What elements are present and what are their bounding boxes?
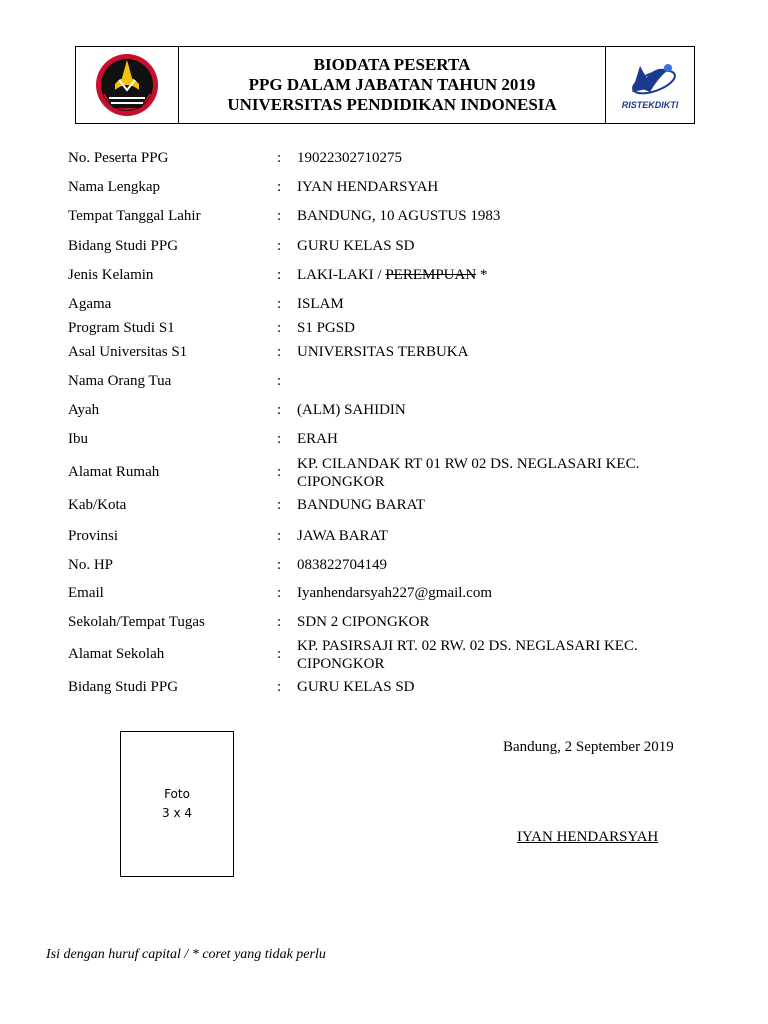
field-value: UNIVERSITAS TERBUKA <box>297 344 469 360</box>
field-label: Nama Lengkap <box>68 179 161 195</box>
field-colon: : <box>277 296 282 312</box>
field-label: Alamat Sekolah <box>68 646 165 662</box>
gender-option-female-struck: PEREMPUAN <box>385 267 477 283</box>
field-value <box>297 455 697 491</box>
field-label: Bidang Studi PPG <box>68 238 179 254</box>
header-title <box>179 47 605 123</box>
field-value <box>297 637 697 673</box>
field-colon: : <box>277 497 282 513</box>
asterisk-marker: * <box>476 267 488 283</box>
photo-size: 3 x 4 <box>162 806 192 820</box>
field-value: S1 PGSD <box>297 320 355 336</box>
field-value: JAWA BARAT <box>297 528 388 544</box>
field-colon: : <box>277 464 282 480</box>
field-colon: : <box>277 557 282 573</box>
ristekdikti-emblem-icon <box>618 58 682 112</box>
field-value: 083822704149 <box>297 557 387 573</box>
field-label: Sekolah/Tempat Tugas <box>68 614 205 630</box>
field-colon: : <box>277 402 282 418</box>
field-colon: : <box>277 150 282 166</box>
school-address-line-1: KP. PASIRSAJI RT. 02 RW. 02 DS. NEGLASARI KEC. <box>297 638 638 654</box>
field-label: No. HP <box>68 557 114 573</box>
field-value: ERAH <box>297 431 338 447</box>
title-line-1: BIODATA PESERTA <box>313 55 471 74</box>
photo-label: Foto <box>164 787 190 801</box>
field-label: Nama Orang Tua <box>68 373 172 389</box>
field-colon: : <box>277 373 282 389</box>
title-line-3: UNIVERSITAS PENDIDIKAN INDONESIA <box>227 95 557 114</box>
field-colon: : <box>277 646 282 662</box>
field-value: 19022302710275 <box>297 150 402 166</box>
address-line-1: KP. CILANDAK RT 01 RW 02 DS. NEGLASARI KEC. <box>297 456 640 472</box>
field-value: IYAN HENDARSYAH <box>297 179 439 195</box>
ristekdikti-text: RISTEKDIKTI <box>621 100 679 110</box>
field-value: BANDUNG, 10 AGUSTUS 1983 <box>297 208 501 224</box>
signature-name: IYAN HENDARSYAH <box>517 829 659 845</box>
field-value: SDN 2 CIPONGKOR <box>297 614 430 630</box>
field-value: (ALM) SAHIDIN <box>297 402 406 418</box>
field-colon: : <box>277 585 282 601</box>
upi-emblem-icon <box>89 50 165 120</box>
field-value: ISLAM <box>297 296 344 312</box>
field-colon: : <box>277 431 282 447</box>
field-label: Provinsi <box>68 528 119 544</box>
field-label: Tempat Tanggal Lahir <box>68 208 201 224</box>
address-line-2: CIPONGKOR <box>297 474 385 490</box>
field-colon: : <box>277 614 282 630</box>
field-label: Agama <box>68 296 112 312</box>
field-value: Iyanhendarsyah227@gmail.com <box>297 585 493 601</box>
gender-option-male: LAKI-LAKI / <box>297 267 386 283</box>
field-colon: : <box>277 320 282 336</box>
field-colon: : <box>277 238 282 254</box>
field-colon: : <box>277 208 282 224</box>
photo-placeholder <box>120 731 234 877</box>
field-colon: : <box>277 179 282 195</box>
field-colon: : <box>277 344 282 360</box>
school-address-line-2: CIPONGKOR <box>297 656 385 672</box>
field-value: GURU KELAS SD <box>297 679 415 695</box>
footnote: Isi dengan huruf capital / * coret yang tidak perlu <box>46 947 326 962</box>
field-label: Jenis Kelamin <box>68 267 154 283</box>
title-line-2: PPG DALAM JABATAN TAHUN 2019 <box>248 75 536 94</box>
field-label: Alamat Rumah <box>68 464 160 480</box>
field-label: Bidang Studi PPG <box>68 679 179 695</box>
field-value <box>297 266 697 284</box>
field-row <box>68 637 708 673</box>
field-label: No. Peserta PPG <box>68 150 169 166</box>
field-label: Email <box>68 585 104 601</box>
ristekdikti-logo <box>605 47 694 123</box>
header-box <box>75 46 695 124</box>
field-label: Ibu <box>68 431 88 447</box>
field-colon: : <box>277 679 282 695</box>
field-label: Ayah <box>68 402 100 418</box>
field-colon: : <box>277 528 282 544</box>
field-label: Program Studi S1 <box>68 320 175 336</box>
field-value: BANDUNG BARAT <box>297 497 425 513</box>
field-label: Asal Universitas S1 <box>68 344 188 360</box>
field-row <box>68 455 708 491</box>
field-label: Kab/Kota <box>68 497 127 513</box>
field-value: GURU KELAS SD <box>297 238 415 254</box>
field-colon: : <box>277 267 282 283</box>
upi-logo <box>76 47 179 123</box>
signature-place-date: Bandung, 2 September 2019 <box>503 739 674 755</box>
